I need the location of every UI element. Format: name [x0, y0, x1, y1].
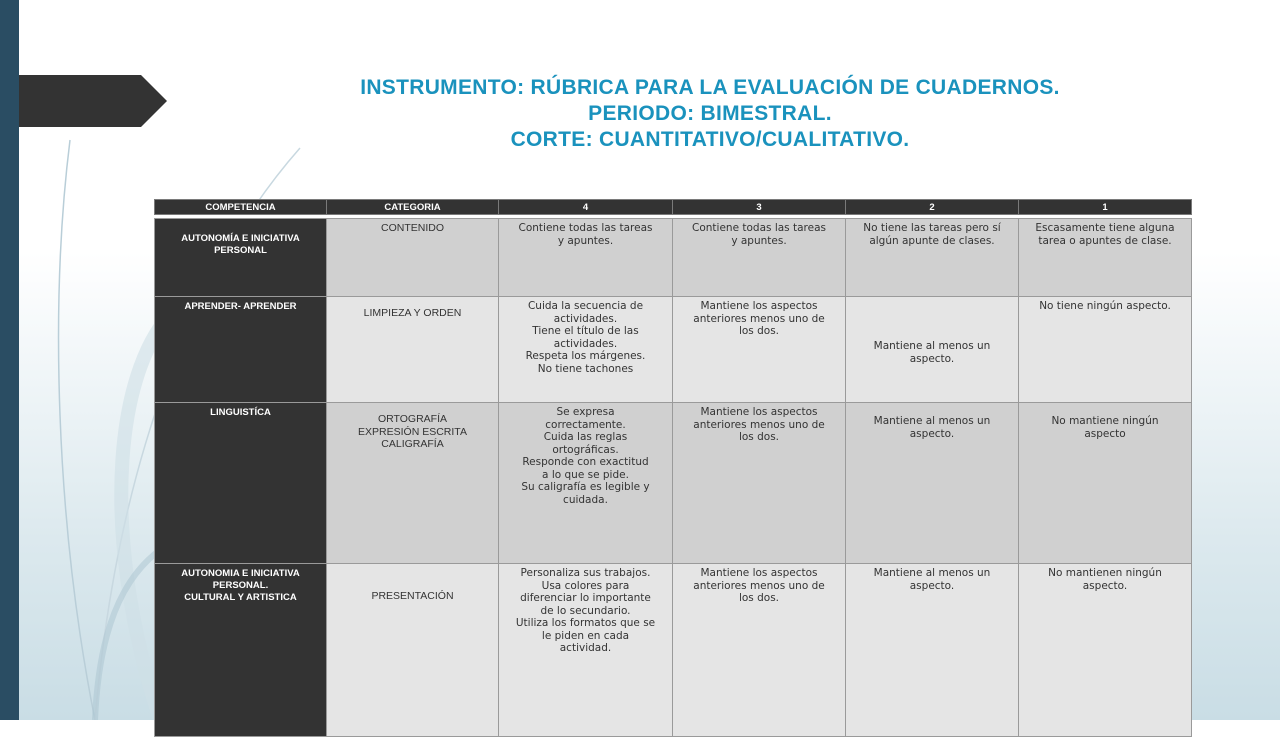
header-score-2: 2	[846, 200, 1019, 215]
header-score-4: 4	[499, 200, 673, 215]
score-1-cell: No mantienen ningún aspecto.	[1019, 564, 1192, 737]
score-1-cell: No mantiene ningún aspecto	[1019, 403, 1192, 564]
table-row	[155, 297, 1192, 403]
title-line-2: PERIODO: BIMESTRAL.	[588, 102, 832, 125]
score-4-cell: Contiene todas las tareas y apuntes.	[499, 219, 673, 297]
score-4-cell: Se expresa correctamente. Cuida las reglas ortográficas. Responde con exactitud a lo que se pide. Su caligrafía es legible y cuidada.	[499, 403, 673, 564]
score-2-cell: No tiene las tareas pero sí algún apunte de clases.	[846, 219, 1019, 297]
table-row	[155, 219, 1192, 297]
slide-title	[180, 75, 1240, 153]
categoria-cell: CONTENIDO	[327, 219, 499, 297]
score-2-cell: Mantiene al menos un aspecto.	[846, 403, 1019, 564]
competencia-cell: AUTONOMÍA E INICIATIVA PERSONAL	[155, 219, 327, 297]
table-row	[155, 564, 1192, 737]
score-3-cell: Mantiene los aspectos anteriores menos uno de los dos.	[673, 564, 846, 737]
header-categoria: CATEGORIA	[327, 200, 499, 215]
table-row	[155, 403, 1192, 564]
score-3-cell: Contiene todas las tareas y apuntes.	[673, 219, 846, 297]
title-line-1: INSTRUMENTO: RÚBRICA PARA LA EVALUACIÓN DE CUADERNOS.	[360, 76, 1060, 99]
header-row	[155, 200, 1192, 215]
score-1-cell: Escasamente tiene alguna tarea o apuntes de clase.	[1019, 219, 1192, 297]
competencia-cell: APRENDER- APRENDER	[155, 297, 327, 403]
competencia-cell: AUTONOMIA E INICIATIVA PERSONAL. CULTURAL Y ARTISTICA	[155, 564, 327, 737]
header-score-3: 3	[673, 200, 846, 215]
rubric-table	[154, 199, 1192, 737]
title-line-3: CORTE: CUANTITATIVO/CUALITATIVO.	[510, 128, 910, 151]
header-score-1: 1	[1019, 200, 1192, 215]
score-3-cell: Mantiene los aspectos anteriores menos uno de los dos.	[673, 403, 846, 564]
header-competencia: COMPETENCIA	[155, 200, 327, 215]
categoria-cell: ORTOGRAFÍA EXPRESIÓN ESCRITA CALIGRAFÍA	[327, 403, 499, 564]
score-4-cell: Personaliza sus trabajos. Usa colores para diferenciar lo importante de lo secundario. Utiliza los formatos que se le piden en cada actividad.	[499, 564, 673, 737]
categoria-cell: LIMPIEZA Y ORDEN	[327, 297, 499, 403]
score-4-cell: Cuida la secuencia de actividades. Tiene el título de las actividades. Respeta los márgenes. No tiene tachones	[499, 297, 673, 403]
score-1-cell: No tiene ningún aspecto.	[1019, 297, 1192, 403]
score-3-cell: Mantiene los aspectos anteriores menos uno de los dos.	[673, 297, 846, 403]
score-2-cell: Mantiene al menos un aspecto.	[846, 297, 1019, 403]
competencia-cell: LINGUISTÍCA	[155, 403, 327, 564]
score-2-cell: Mantiene al menos un aspecto.	[846, 564, 1019, 737]
categoria-cell: PRESENTACIÓN	[327, 564, 499, 737]
title-arrow-shape	[19, 75, 169, 127]
